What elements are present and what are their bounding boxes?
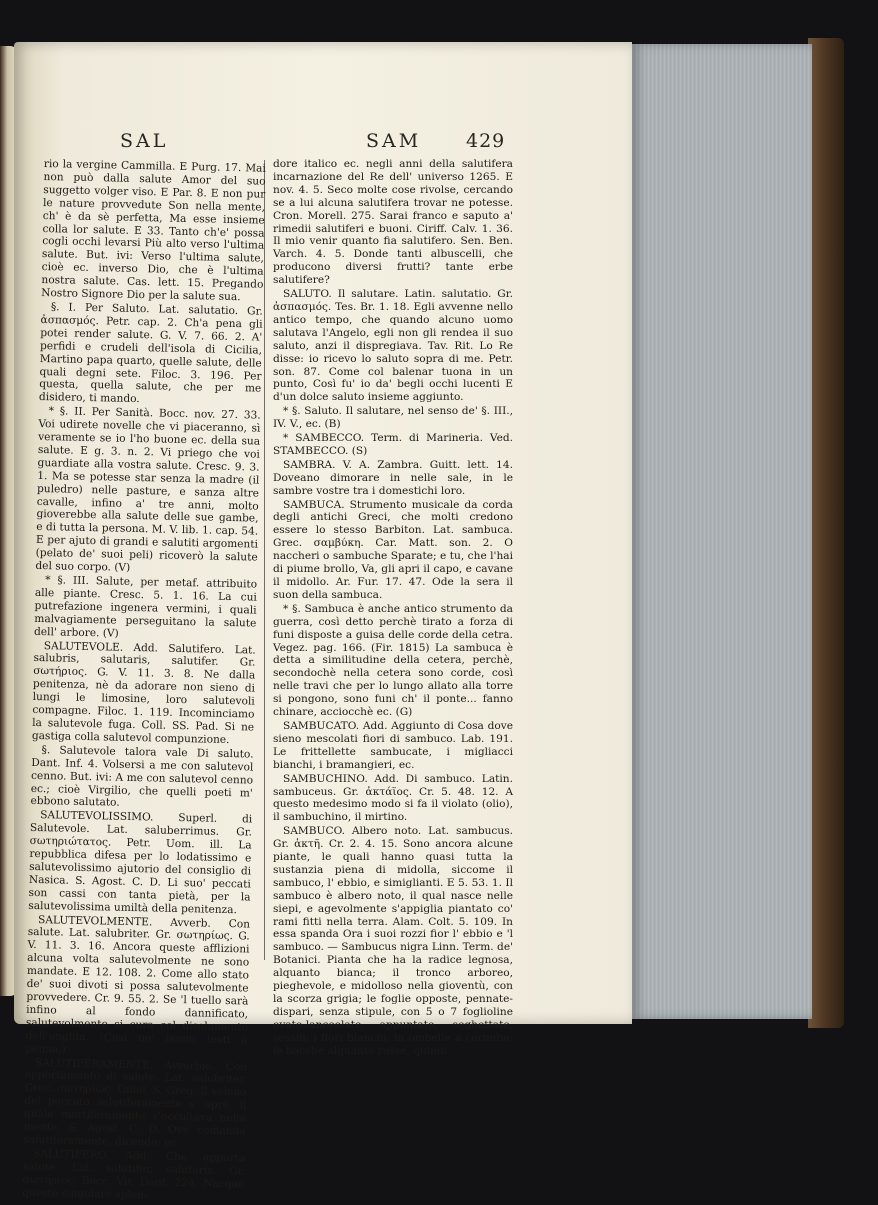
dictionary-page xyxy=(14,42,632,1201)
running-header xyxy=(14,130,632,156)
right-column xyxy=(273,158,513,1059)
entry-paragraph: SAMBUCA. Strumento musicale da corda degli antichi Greci, che molti credono essere lo stesso Barbiton. Lat. sambuca. Grec. σαμβύκη. Car. Matt. son. 2. O naccheri o sambuche Sparate; e tu, che l'hai di piume brollo, Va, gli apri il capo, e cavane il midollo. Ar. Fur. 17. 47. Ode la sera il suon della sambuca. xyxy=(273,498,513,601)
left-column xyxy=(22,158,266,1205)
page-block-edge xyxy=(630,44,812,1019)
entry-paragraph: SAMBRA. V. A. Zambra. Guitt. lett. 14. Doveano dimorare in nelle sale, in le sambre vostre tra i domestichi loro. xyxy=(273,458,513,497)
entry-paragraph: SALUTO. Il salutare. Latin. salutatio. Gr. ἀσπασμός. Tes. Br. 1. 18. Egli avvenne nello antico tempo, che quando alcuno uomo salutava l'Angelo, egli non gli rendea il suo saluto, anzi il dispregiava. Tav. Rit. Lo Re disse: io ricevo lo saluto sopra di me. Petr. son. 87. Come col balenar tuona in un punto, Così fu' io da' begli occhi lucenti E d'un dolce saluto insieme aggiunto. xyxy=(273,288,513,404)
entry-paragraph: * §. II. Per Sanità. Bocc. nov. 27. 33. Voi udirete novelle che vi piaceranno, sì veramente se io l'ho buone ec. della sua salute. E g. 3. n. 2. Vi priego che voi guardiate alla vostra salute. Cresc. 9. 3. 1. Ma se potesse star senza la madre (il puledro) nelle pasture, e sanza altre cavalle, infino a' tre anni, molto gioverebbe alla salute delle sue gambe, e di tutta la persona. M. V. lib. 1. cap. 54. E per ajuto di grandi e salutiti argomenti (pelato de' suoi peli) ricoverò la salute del suo corpo. (V) xyxy=(35,405,261,574)
entry-paragraph: SALUTEVOLISSIMO. Superl. di Salutevole. Lat. saluberrimus. Gr. σωτηριώτατος. Petr. Uom. ill. La repubblica difesa per lo lodatissimo e salutevolissimo ajutorio del consiglio di Nasica. S. Agost. C. D. Li suo' peccati son cassi con tanta pietà, per la salutevolissima umiltà della penitenza. xyxy=(28,809,253,916)
entry-paragraph: * §. Sambuca è anche antico strumento da guerra, così detto perchè tirato a forza di funi disposte a guisa delle corde della cetra. Vegez. pag. 166. (Fir. 1815) La sambuca è detta a similitudine della cetera, perchè, secondochè nella cetera sono corde, così nelle travi che per lo lungo allato alla torre si pongono, sono funi ch' il ponte... fanno chinare, acciocchè ec. (G) xyxy=(273,602,513,719)
entry-paragraph: SAMBUCO. Albero noto. Lat. sambucus. Gr. ἀκτῆ. Cr. 2. 4. 15. Sono ancora alcune piante, le quali hanno quasi tutta la sustanzia piena di midolla, siccome il sambuco, l' ebbio, e simiglianti. E 5. 53. 1. Il sambuco è albero noto, il qual nasce nelle siepi, e agevolmente s'appiglia piantato co' rami fitti nella terra. Alam. Colt. 5. 109. In essa spanda Ora i suoi rozzi fior l' ebbio e 'l sambuco. — Sambucus nigra Linn. Term. de' Botanici. Pianta che ha la radice legnosa, alquanto bianca; il tronco arboreo, pieghevole, e midolloso nella gioventù, con la scorza grigia; le foglie opposte, pennate-dispari, senza stipule, con 5 o 7 foglioline ovato-lanceolate, appuntate, seghettate, sessili; i fiori bianchi, in ombelle a corimbo; le bacche alquanto rosse, quindi xyxy=(273,825,513,1057)
entry-paragraph: * §. Saluto. Il salutare, nel senso de' §. III., IV. V., ec. (B) xyxy=(273,405,513,431)
entry-paragraph: * SAMBECCO. Term. di Marineria. Ved. STAMBECCO. (S) xyxy=(273,432,513,457)
entry-paragraph: dore italico ec. negli anni della salutifera incarnazione del Re dell' universo 1265. E nov. 4. 5. Seco molte cose rivolse, cercando se a lui alcuna salutifera trovar ne potesse. Cron. Morell. 275. Sarai franco e saputo a' rimedii salutiferi e buoni. Ciriff. Calv. 1. 36. Il mio venir quanto fia salutifero. Sen. Ben. Varch. 4. 5. Donde tanti albuscelli, che producono diversi frutti? tante erbe salutifere? xyxy=(273,158,513,287)
column-divider xyxy=(264,160,265,960)
entry-paragraph: SALUTEVOLE. Add. Salutifero. Lat. salubris, salutaris, salutifer. Gr. σωτήριος. G. V. 11. 3. 8. Ne dalla penitenza, nè da adorare non sieno di lungi le limosine, loro salutevoli compagne. Filoc. 1. 119. Incominciamo la salutevole fuga. Coll. SS. Pad. Si ne gastiga colla salutevol compunzione. xyxy=(31,639,256,746)
book-cover xyxy=(808,38,844,1028)
entry-paragraph: * §. III. Salute, per metaf. attribuito alle piante. Cresc. 5. 1. 16. La cui putrefazione ingenera vermini, i quali malvagiamente perseguitano la salute dell' arbore. (V) xyxy=(33,574,258,640)
entry-paragraph: SALUTEVOLMENTE. Avverb. Con salute. Lat. salubriter. Gr. σωτηρίως. G. V. 11. 3. 16. Ancora queste afflizioni alcuna volta salutevolmente ne sono mandate. E 12. 108. 2. Come allo stato de' suoi divoti si possa salutevolmente provvedere. Cr. 9. 55. 2. Se 'l tuello sarà infino al fondo dannificato, salutevolmente si cura col disolamento dell'unghia. (Così ne' buoni testi a penna.) xyxy=(25,913,251,1056)
entry-paragraph: rio la vergine Cammilla. E Purg. 17. Mai non può dalla salute Amor del suo suggetto volger viso. E Par. 8. E non pur le nature provvedute Son nella mente, ch' è da sè perfetta, Ma esse insieme colla lor salute. E 33. Tanto ch'e' possa cogli occhi levarsi Più alto verso l'ultima salute. But. ivi: Verso l'ultima salute, cioè ec. inverso Dio, che è l'ultima nostra salute. Cas. lett. 15. Pregando Nostro Signore Dio per la salute sua. xyxy=(41,158,266,304)
header-right-guideword: SAM xyxy=(366,130,422,152)
entry-paragraph: SAMBUCATO. Add. Aggiunto di Cosa dove sieno mescolati fiori di sambuco. Lab. 191. Le frittellette sambucate, i migliacci bianchi, i bramangieri, ec. xyxy=(273,719,513,771)
page-number: 429 xyxy=(466,130,506,152)
entry-paragraph: SAMBUCHINO. Add. Di sambuco. Latin. sambuceus. Gr. ἀκτάϊος. Cr. 5. 48. 12. A questo medesimo modo si fa il violato (olio), il sambuchino, il mirtino. xyxy=(273,772,513,824)
entry-paragraph: §. Salutevole talora vale Di saluto. Dant. Inf. 4. Volsersi a me con salutevol cenno. But. ivi: A me con salutevol cenno ec.; cioè Virgilio, che quelli poeti m' ebbono salutato. xyxy=(30,743,254,810)
entry-paragraph: SALUTIFERAMENTE. Avverbio. Con apportamento di salute. Lat. salubriter. Grec. σωτηρίως. Omel. S. Greg. Il veleno del peccato salutiferamente s' apre, il quale mortiferamente s'occultava nella mente. S. Agost. C. D. Ove comanda salutiferamente, dicendo: ec. xyxy=(23,1056,248,1150)
entry-paragraph: SALUTIFERO. Add. Che apporta salute. Lat. salutifer, salutaris. Gr. σωτήριος. Bocc. Vit. Dant. 224. Nacque questo singulare splen- xyxy=(22,1147,246,1201)
entry-paragraph: §. I. Per Saluto. Lat. salutatio. Gr. ἀσπασμός. Petr. cap. 2. Ch'a pena gli potei render salute. G. V. 7. 66. 2. A' perfidi e crudeli dell'isola di Cicilia, Martino papa quarto, quelle salute, delle quali degni sete. Filoc. 3. 196. Per questa, quella salute, che per me disidero, ti mando. xyxy=(38,301,263,406)
header-left-guideword: SAL xyxy=(120,130,169,152)
